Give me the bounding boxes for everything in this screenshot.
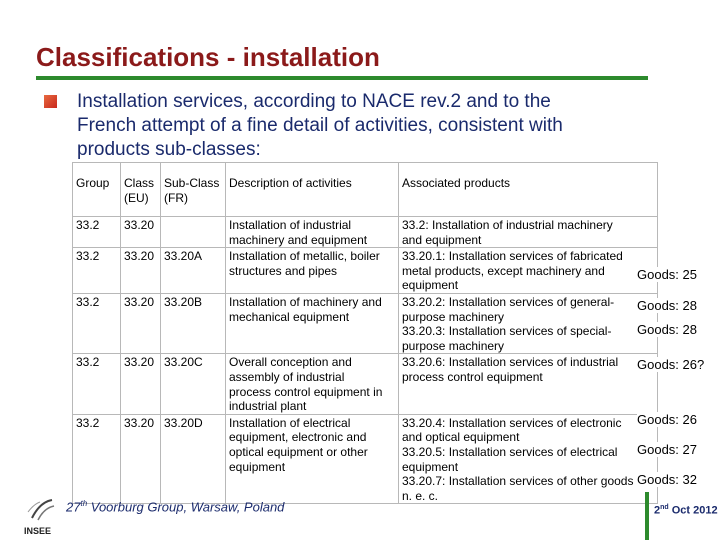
- product-entry: 33.20.2: Installation services of general- purpose machinery: [402, 294, 615, 324]
- cell-group: 33.2: [73, 217, 121, 248]
- intro-line: products sub-classes:: [77, 139, 261, 160]
- product-entry: 33.20.4: Installation services of electronic and optical equipment: [402, 415, 622, 445]
- cell-description: Installation of electrical equipment, electronic and optical equipment or other equipment: [226, 414, 399, 504]
- goods-note: Goods: 28: [637, 322, 697, 337]
- cell-class: 33.20: [121, 293, 161, 353]
- goods-note: Goods: 32: [637, 472, 697, 487]
- cell-subclass: 33.20C: [161, 354, 226, 414]
- cell-class: 33.20: [121, 414, 161, 504]
- footer-date: 2nd Oct 2012: [654, 504, 718, 517]
- cell-description: Installation of metallic, boiler structures and pipes: [226, 248, 399, 294]
- table-header-row: [73, 163, 658, 217]
- cell-subclass: 33.20D: [161, 414, 226, 504]
- cell-group: 33.2: [73, 354, 121, 414]
- intro-line: French attempt of a fine detail of activities, consistent with: [77, 115, 563, 136]
- table-row: [73, 414, 658, 504]
- table-row: [73, 248, 658, 294]
- table-row: [73, 217, 658, 248]
- table-row: [73, 293, 658, 353]
- cell-description: Overall conception and assembly of industrial process control equipment in industrial plant: [226, 354, 399, 414]
- footer-event: 27th Voorburg Group, Warsaw, Poland: [66, 499, 285, 515]
- cell-subclass: 33.20B: [161, 293, 226, 353]
- cell-description: Installation of machinery and mechanical equipment: [226, 293, 399, 353]
- product-entry: 33.20.3: Installation services of special- purpose machinery: [402, 324, 612, 353]
- cell-products: [399, 248, 658, 294]
- cell-class: 33.20: [121, 354, 161, 414]
- classification-table: [72, 162, 658, 504]
- goods-note: Goods: 27: [637, 442, 697, 457]
- cell-group: 33.2: [73, 248, 121, 294]
- goods-note: Goods: 26?: [637, 357, 705, 372]
- header-group: Group: [73, 163, 121, 217]
- header-products: Associated products: [399, 163, 658, 217]
- cell-class: 33.20: [121, 248, 161, 294]
- cell-products: [399, 414, 658, 504]
- cell-products: [399, 354, 658, 414]
- cell-group: 33.2: [73, 414, 121, 504]
- goods-note: Goods: 26: [637, 412, 697, 427]
- product-entry: 33.20.1: Installation services of fabricated metal products, except machinery and equipment: [402, 249, 623, 293]
- cell-products: [399, 293, 658, 353]
- intro-text: [77, 90, 657, 162]
- bullet-square-icon: [44, 95, 57, 108]
- cell-description: Installation of industrial machinery and equipment: [226, 217, 399, 248]
- cell-class: 33.20: [121, 217, 161, 248]
- slide-title: Classifications - installation: [36, 42, 380, 72]
- header-description: Description of activities: [226, 163, 399, 217]
- intro-line: Installation services, according to NACE rev.2 and to the: [77, 91, 551, 112]
- cell-products: [399, 217, 658, 248]
- cell-subclass: [161, 217, 226, 248]
- product-entry: 33.20.6: Installation services of industrial process control equipment: [402, 355, 619, 384]
- header-subclass: Sub-Class (FR): [161, 163, 226, 217]
- footer-divider: [645, 492, 649, 540]
- goods-note: Goods: 25: [637, 267, 697, 282]
- insee-logo-icon: [24, 498, 56, 538]
- title-underline: [36, 76, 648, 80]
- cell-group: 33.2: [73, 293, 121, 353]
- header-class: Class (EU): [121, 163, 161, 217]
- product-entry: 33.2: Installation of industrial machinery and equipment: [402, 218, 613, 247]
- cell-subclass: 33.20A: [161, 248, 226, 294]
- table-row: [73, 354, 658, 414]
- goods-note: Goods: 28: [637, 298, 697, 313]
- product-entry: 33.20.5: Installation services of electrical equipment: [402, 444, 618, 474]
- insee-logo-text: INSEE: [24, 526, 52, 536]
- product-entry: 33.20.7: Installation services of other goods n. e. c.: [402, 474, 634, 503]
